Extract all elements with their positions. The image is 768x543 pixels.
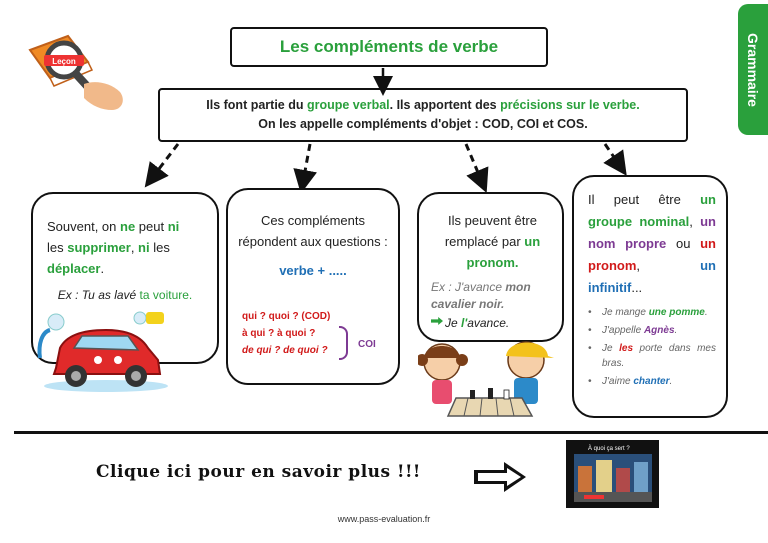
green-arrow-icon — [431, 317, 443, 325]
text: . — [674, 325, 678, 336]
text: Il peut être — [588, 192, 701, 207]
card2-formula: verbe + ..... — [279, 263, 347, 278]
examples-list — [588, 305, 716, 389]
list-item — [588, 341, 716, 371]
highlight: déplacer — [47, 261, 101, 276]
coi-brace — [339, 326, 348, 360]
text: Souvent, on — [47, 219, 120, 234]
card3-answer — [431, 313, 554, 334]
card1-text — [47, 216, 203, 279]
text: , — [689, 214, 701, 229]
connector-arrows — [0, 0, 768, 200]
text: , — [130, 240, 139, 255]
kids-chess-illustration — [418, 334, 558, 426]
site-url[interactable]: www.pass-evaluation.fr — [337, 514, 431, 524]
text: , — [636, 258, 701, 273]
highlight: un pronom. — [466, 234, 541, 270]
text: Je — [602, 343, 620, 354]
card4-text — [588, 189, 716, 299]
example-text: Ex : Tu as lavé — [57, 288, 140, 302]
video-thumbnail[interactable] — [566, 440, 659, 508]
highlight-gn: un groupe nominal — [588, 192, 716, 229]
card2-text: Ces compléments répondent aux questions : — [238, 213, 388, 249]
intro-line-2: On les appelle compléments d'objet : COD, COI et COS. — [258, 117, 588, 131]
example-pronoun: l' — [461, 316, 468, 330]
example-highlight: mon cavalier noir. — [431, 280, 531, 311]
text: J'appelle — [602, 325, 644, 336]
card2-questions — [242, 308, 330, 359]
highlight: une pomme — [648, 307, 705, 318]
grammaire-tab-label: Grammaire — [745, 32, 761, 107]
highlight: Agnès — [643, 325, 675, 336]
thumbnail-title: À quoi ça sert ? — [588, 446, 630, 452]
arrow-card3 — [466, 144, 482, 182]
text: J'aime — [602, 376, 634, 387]
text: peut — [135, 219, 168, 234]
card-questions — [226, 188, 400, 385]
highlight-infinitif: un infinitif — [588, 258, 716, 295]
text: . — [669, 376, 673, 387]
question-cod: qui ? quoi ? (COD) — [242, 311, 331, 322]
text: . — [704, 307, 708, 318]
highlight: ne — [120, 219, 136, 234]
highlight: les — [619, 343, 634, 354]
car-wash-illustration — [36, 308, 176, 394]
highlight: supprimer — [67, 240, 131, 255]
highlight: chanter — [633, 376, 670, 387]
example-highlight: ta voiture. — [139, 288, 193, 302]
highlight: ni — [138, 240, 150, 255]
card-pronoun — [417, 192, 564, 342]
section-divider — [14, 431, 768, 434]
example-text: Ex : J'avance — [431, 280, 506, 294]
arrow-card2 — [303, 144, 310, 182]
arrow-card1 — [152, 144, 178, 178]
intro-text: . Ils apportent des — [389, 98, 501, 112]
highlight-pronom: un pronom — [588, 236, 716, 273]
card-types — [572, 175, 728, 418]
more-info-link[interactable]: Clique ici pour en savoir plus !!! — [96, 462, 421, 482]
text: Ils peuvent être remplacé par — [444, 213, 537, 249]
list-item — [588, 323, 716, 338]
text: ... — [631, 280, 643, 295]
list-item — [588, 374, 716, 389]
question-coi-de: de qui ? de quoi ? — [242, 345, 328, 356]
text: Je mange — [602, 307, 649, 318]
intro-highlight: groupe verbal — [306, 98, 390, 112]
highlight-nom-propre: un nom propre — [588, 214, 716, 251]
arrow-card4 — [605, 144, 620, 166]
card3-text — [431, 210, 554, 273]
right-arrow-icon[interactable] — [472, 460, 528, 494]
question-coi-a: à qui ? à quoi ? — [242, 328, 316, 339]
text: les — [47, 240, 68, 255]
example-text: avance. — [467, 316, 510, 330]
card1-example — [47, 285, 203, 306]
text: les — [149, 240, 170, 255]
list-item — [588, 305, 716, 320]
coi-label: COI — [358, 339, 376, 350]
text: ou — [666, 236, 701, 251]
highlight: ni — [167, 219, 180, 234]
text: porte dans mes bras. — [602, 343, 716, 369]
lesson-badge: Leçon — [52, 57, 76, 66]
intro-highlight: précisions sur le verbe. — [500, 98, 640, 112]
example-text: Je — [445, 316, 462, 330]
card3-example — [431, 279, 554, 313]
page-title: Les compléments de verbe — [279, 37, 499, 56]
thumbnail-scene — [574, 454, 652, 502]
intro-text: Ils font partie du — [206, 98, 307, 112]
text: . — [100, 261, 105, 276]
